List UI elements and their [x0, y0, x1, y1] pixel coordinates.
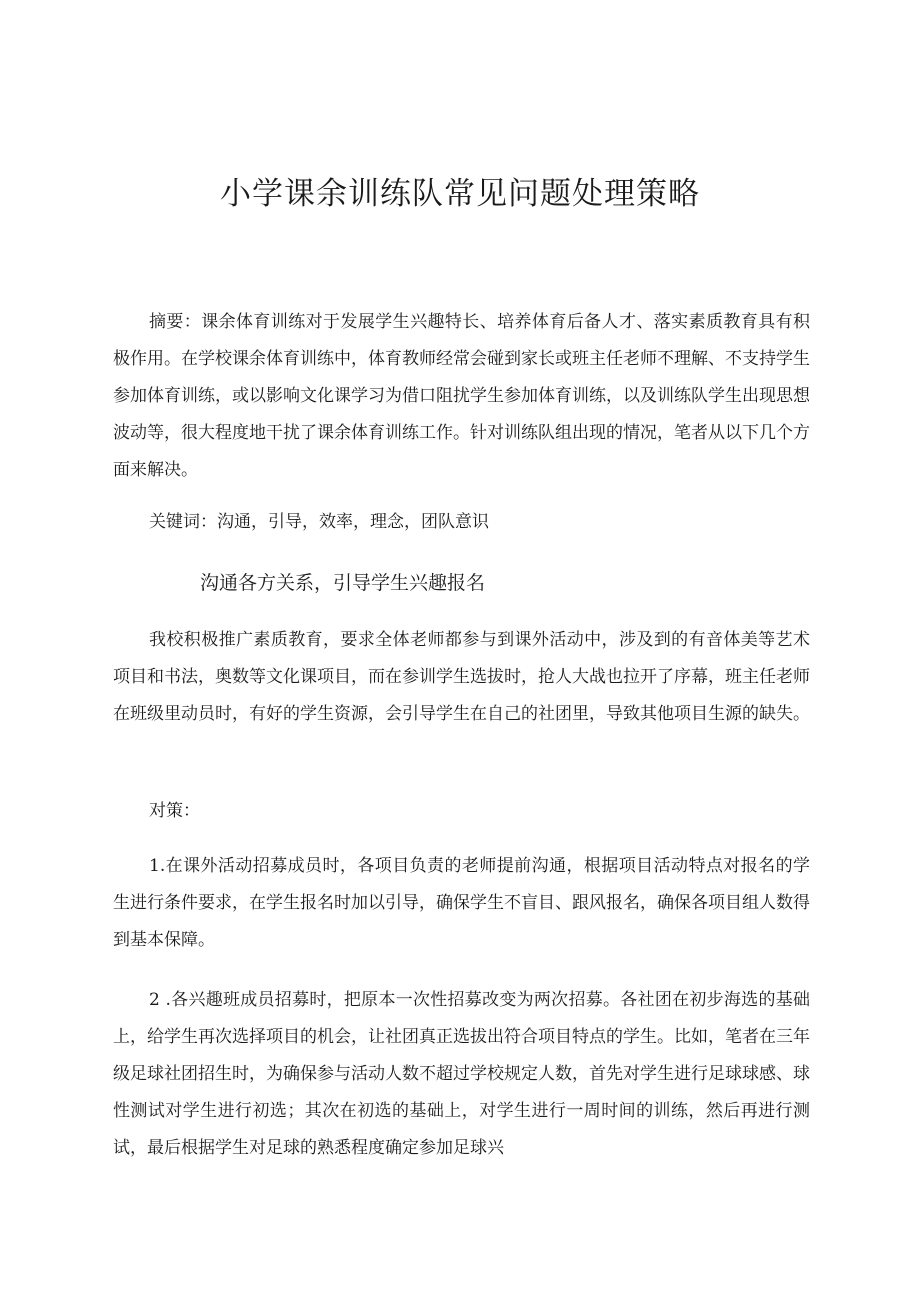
- document-title: 小学课余训练队常见问题处理策略: [220, 176, 700, 212]
- countermeasure-point-2: 2 .各兴趣班成员招募时，把原本一次性招募改变为两次招募。各社团在初步海选的基础上，给学生再次选择项目的机会，让社团真正选拔出符合项目特点的学生。比如，笔者在三年级足球社团招生时，为确保参与活动人数不超过学校规定人数，首先对学生进行足球球感、球性测试对学生进行初选；其次在初选的基础上，对学生进行一周时间的训练，然后再进行测试，最后根据学生对足球的熟悉程度确定参加足球兴: [113, 990, 810, 1158]
- countermeasure-label: 对策：: [149, 801, 200, 821]
- keywords-line: 关键词：沟通，引导，效率，理念，团队意识: [149, 512, 489, 532]
- body-paragraph-1: 我校积极推广素质教育，要求全体老师都参与到课外活动中，涉及到的有音体美等艺术项目和书法，奥数等文化课项目，而在参训学生选拔时，抢人大战也拉开了序幕，班主任老师在班级里动员时，有好的学生资源，会引导学生在自己的社团里，导致其他项目生源的缺失。: [113, 630, 810, 724]
- countermeasure-point-1: 1.在课外活动招募成员时，各项目负责的老师提前沟通，根据项目活动特点对报名的学生进行条件要求，在学生报名时加以引导，确保学生不盲目、跟风报名，确保各项目组人数得到基本保障。: [113, 856, 810, 950]
- abstract-paragraph: 摘要：课余体育训练对于发展学生兴趣特长、培养体育后备人才、落实素质教育具有积极作用。在学校课余体育训练中，体育教师经常会碰到家长或班主任老师不理解、不支持学生参加体育训练，或以影响文化课学习为借口阻扰学生参加体育训练，以及训练队学生出现思想波动等，很大程度地干扰了课余体育训练工作。针对训练队组出现的情况，笔者从以下几个方面来解决。: [113, 312, 810, 480]
- section-heading: 沟通各方关系，引导学生兴趣报名: [200, 572, 486, 594]
